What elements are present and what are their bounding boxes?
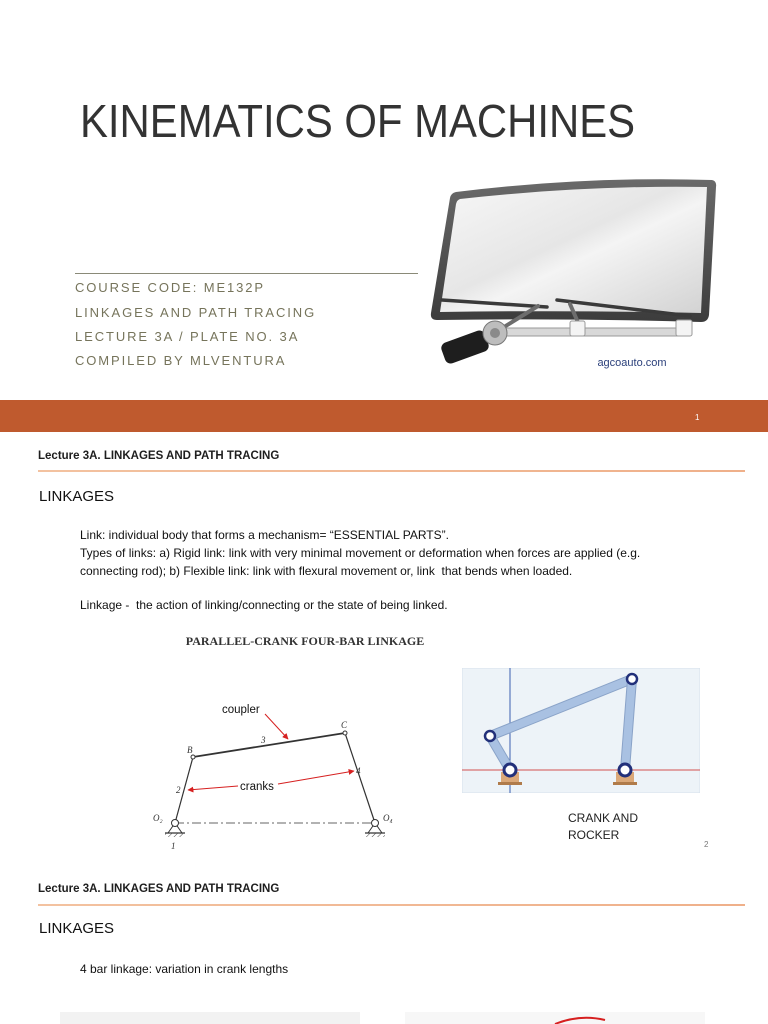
cranks-label: cranks bbox=[240, 781, 274, 793]
slide3-header-rule bbox=[38, 904, 745, 906]
slide3-header: Lecture 3A. LINKAGES AND PATH TRACING bbox=[38, 883, 280, 895]
slide-number: 2 bbox=[704, 840, 709, 849]
rocker-pivot bbox=[619, 764, 631, 776]
label-link2: 2 bbox=[176, 785, 181, 795]
windshield-glass bbox=[440, 187, 707, 313]
pivot-o2 bbox=[165, 820, 185, 838]
slide3-body: 4 bar linkage: variation in crank lengths bbox=[80, 962, 289, 976]
windshield-wiper-icon bbox=[420, 150, 720, 375]
slide2-heading: LINKAGES bbox=[39, 488, 115, 505]
slide-footer-bar bbox=[0, 400, 768, 432]
crank-rocker-caption: CRANK AND bbox=[568, 811, 639, 825]
slide2-header: Lecture 3A. LINKAGES AND PATH TRACING bbox=[38, 450, 280, 462]
cranks-arrow-right bbox=[278, 771, 354, 784]
label-link3: 3 bbox=[261, 735, 266, 745]
cranks-arrow-left bbox=[188, 786, 238, 790]
label-c: C bbox=[341, 720, 348, 730]
body-line: Link: individual body that forms a mechanism= “ESSENTIAL PARTS”. bbox=[80, 528, 449, 542]
label-b: B bbox=[187, 745, 193, 755]
coupler-link-3 bbox=[193, 733, 345, 757]
crank-pivot bbox=[504, 764, 516, 776]
partial-figure-right bbox=[405, 1012, 705, 1024]
label-o2: O₂ bbox=[153, 813, 163, 823]
body-line: connecting rod); b) Flexible link: link with flexural movement or, link that bends when loaded. bbox=[80, 564, 573, 578]
coupler-arrow bbox=[265, 714, 288, 739]
slide3-heading: LINKAGES bbox=[39, 920, 115, 937]
lecture-line: LECTURE 3A / PLATE NO. 3A bbox=[75, 329, 300, 344]
image-credit: agcoauto.com bbox=[597, 357, 667, 369]
joint-b bbox=[191, 755, 195, 759]
slide-number: 1 bbox=[695, 413, 700, 422]
crank-link-4 bbox=[345, 733, 375, 823]
joint-b bbox=[627, 674, 637, 684]
wiper-link-bar bbox=[495, 328, 692, 336]
joint-a bbox=[485, 731, 495, 741]
coupler-label: coupler bbox=[222, 704, 260, 716]
link-end-right bbox=[676, 320, 692, 336]
body-line: Types of links: a) Rigid link: link with very minimal movement or deformation when forces are applied (e.g. bbox=[80, 546, 641, 560]
link-end-left bbox=[570, 321, 585, 336]
slide1-title: KINEMATICS OF MACHINES bbox=[80, 95, 636, 147]
slide2-header-rule bbox=[38, 470, 745, 472]
topic-line: LINKAGES AND PATH TRACING bbox=[75, 305, 317, 320]
course-code: COURSE CODE: ME132P bbox=[75, 280, 265, 295]
partial-figure-left bbox=[60, 1012, 360, 1024]
body-line: Linkage - the action of linking/connecting or the state of being linked. bbox=[80, 598, 448, 612]
pivot-o4 bbox=[365, 820, 385, 838]
crank-rocker-caption: ROCKER bbox=[568, 828, 620, 842]
label-link4: 4 bbox=[356, 766, 361, 776]
label-link1: 1 bbox=[171, 841, 176, 851]
author-line: COMPILED BY MLVENTURA bbox=[75, 353, 287, 368]
crank-rocker-diagram bbox=[462, 668, 700, 793]
joint-c bbox=[343, 731, 347, 735]
subtitle-rule bbox=[75, 273, 418, 274]
figure-title: PARALLEL-CRANK FOUR-BAR LINKAGE bbox=[185, 634, 425, 648]
label-o4: O₄ bbox=[383, 813, 393, 823]
